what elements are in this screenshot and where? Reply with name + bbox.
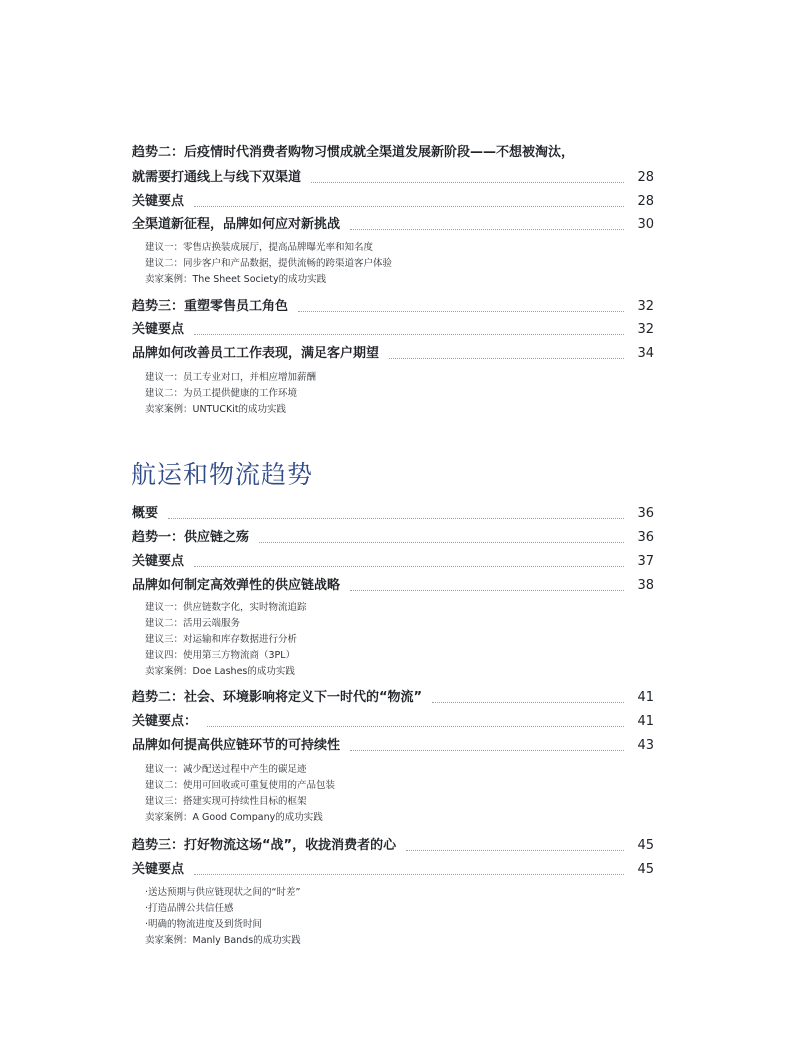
toc-entry[interactable] xyxy=(132,862,654,878)
toc-page-number: 37 xyxy=(637,554,654,569)
toc-entry-title: 品牌如何制定高效弹性的供应链战略 xyxy=(132,578,341,593)
toc-entry[interactable] xyxy=(132,530,654,546)
toc-subitem: 建议二：同步客户和产品数据，提供流畅的跨渠道客户体验 xyxy=(145,258,393,269)
toc-page-number: 32 xyxy=(637,299,654,314)
toc-entry[interactable] xyxy=(132,738,654,754)
dotted-leader xyxy=(194,334,624,335)
toc-entry-title: 关键要点 xyxy=(132,862,185,877)
toc-entry[interactable] xyxy=(132,578,654,594)
toc-subitem: 建议三：对运输和库存数据进行分析 xyxy=(145,634,298,645)
toc-entry-title: 关键要点： xyxy=(132,714,198,729)
dotted-leader xyxy=(432,702,624,703)
toc-entry[interactable] xyxy=(132,346,654,362)
toc-page-number: 43 xyxy=(637,738,654,753)
dotted-leader xyxy=(350,229,624,230)
toc-entry[interactable] xyxy=(132,217,654,233)
toc-entry-title: 趋势三：打好物流这场“战”，收拢消费者的心 xyxy=(132,838,397,853)
toc-subitem: 建议一：供应链数字化，实时物流追踪 xyxy=(145,602,307,613)
toc-page-number: 36 xyxy=(637,506,654,521)
toc-page-number: 28 xyxy=(637,194,654,209)
toc-subitem: ·打造品牌公共信任感 xyxy=(145,903,234,914)
toc-subitem: 建议一：减少配送过程中产生的碳足迹 xyxy=(145,764,307,775)
toc-subitem: 卖家案例：The Sheet Society的成功实践 xyxy=(145,274,327,285)
toc-subitem: 建议一：零售店换装成展厅，提高品牌曝光率和知名度 xyxy=(145,242,374,253)
toc-entry-trend2-line1: 趋势二：后疫情时代消费者购物习惯成就全渠道发展新阶段——不想被淘汰， xyxy=(132,145,575,160)
toc-subitem: 卖家案例：UNTUCKit的成功实践 xyxy=(145,404,287,415)
toc-entry-title: 趋势三：重塑零售员工角色 xyxy=(132,299,289,314)
dotted-leader xyxy=(311,182,624,183)
dotted-leader xyxy=(406,850,624,851)
toc-page-number: 28 xyxy=(637,170,654,185)
toc-subitem: ·送达预期与供应链现状之间的“时差” xyxy=(145,887,301,898)
toc-subitem: 建议四：使用第三方物流商（3PL） xyxy=(145,650,296,661)
toc-subitem: 建议二：使用可回收或可重复使用的产品包装 xyxy=(145,780,336,791)
toc-subitem: 建议二：活用云端服务 xyxy=(145,618,241,629)
toc-entry-title: 品牌如何改善员工工作表现，满足客户期望 xyxy=(132,346,380,361)
dotted-leader xyxy=(350,750,624,751)
toc-page-number: 38 xyxy=(637,578,654,593)
toc-entry[interactable] xyxy=(132,506,654,522)
section-heading: 航运和物流趋势 xyxy=(131,460,314,489)
dotted-leader xyxy=(207,726,624,727)
dotted-leader xyxy=(194,566,624,567)
toc-entry[interactable] xyxy=(132,690,654,706)
toc-entry-title: 就需要打通线上与线下双渠道 xyxy=(132,170,302,185)
dotted-leader xyxy=(350,590,624,591)
toc-entry-title: 概要 xyxy=(132,506,159,521)
dotted-leader xyxy=(168,518,624,519)
toc-page-number: 41 xyxy=(637,690,654,705)
dotted-leader xyxy=(389,358,624,359)
toc-page-number: 45 xyxy=(637,838,654,853)
dotted-leader xyxy=(298,311,624,312)
toc-entry-title: 趋势二：社会、环境影响将定义下一时代的“物流” xyxy=(132,690,423,705)
toc-subitem: 卖家案例：Doe Lashes的成功实践 xyxy=(145,666,295,677)
toc-subitem: 卖家案例：Manly Bands的成功实践 xyxy=(145,935,301,946)
toc-page-number: 34 xyxy=(637,346,654,361)
toc-subitem: 卖家案例：A Good Company的成功实践 xyxy=(145,812,323,823)
toc-subitem: 建议二：为员工提供健康的工作环境 xyxy=(145,388,298,399)
toc-subitem: 建议三：搭建实现可持续性目标的框架 xyxy=(145,796,307,807)
dotted-leader xyxy=(194,206,624,207)
toc-entry-title: 品牌如何提高供应链环节的可持续性 xyxy=(132,738,341,753)
dotted-leader xyxy=(259,542,624,543)
toc-entry[interactable] xyxy=(132,838,654,854)
toc-page-number: 32 xyxy=(637,322,654,337)
toc-subitem: ·明确的物流进度及到货时间 xyxy=(145,919,263,930)
toc-entry[interactable] xyxy=(132,170,654,186)
toc-entry-title: 趋势一：供应链之殇 xyxy=(132,530,250,545)
toc-entry[interactable] xyxy=(132,714,654,730)
toc-entry[interactable] xyxy=(132,322,654,338)
dotted-leader xyxy=(194,874,624,875)
toc-entry-title: 全渠道新征程，品牌如何应对新挑战 xyxy=(132,217,341,232)
toc-page-number: 45 xyxy=(637,862,654,877)
toc-entry-title: 关键要点 xyxy=(132,322,185,337)
toc-entry[interactable] xyxy=(132,554,654,570)
toc-page-number: 41 xyxy=(637,714,654,729)
toc-entry-title: 关键要点 xyxy=(132,554,185,569)
toc-entry[interactable] xyxy=(132,194,654,210)
toc-page-number: 36 xyxy=(637,530,654,545)
toc-subitem: 建议一：员工专业对口，并相应增加薪酬 xyxy=(145,372,317,383)
toc-page-number: 30 xyxy=(637,217,654,232)
toc-entry-title: 关键要点 xyxy=(132,194,185,209)
toc-entry[interactable] xyxy=(132,299,654,315)
